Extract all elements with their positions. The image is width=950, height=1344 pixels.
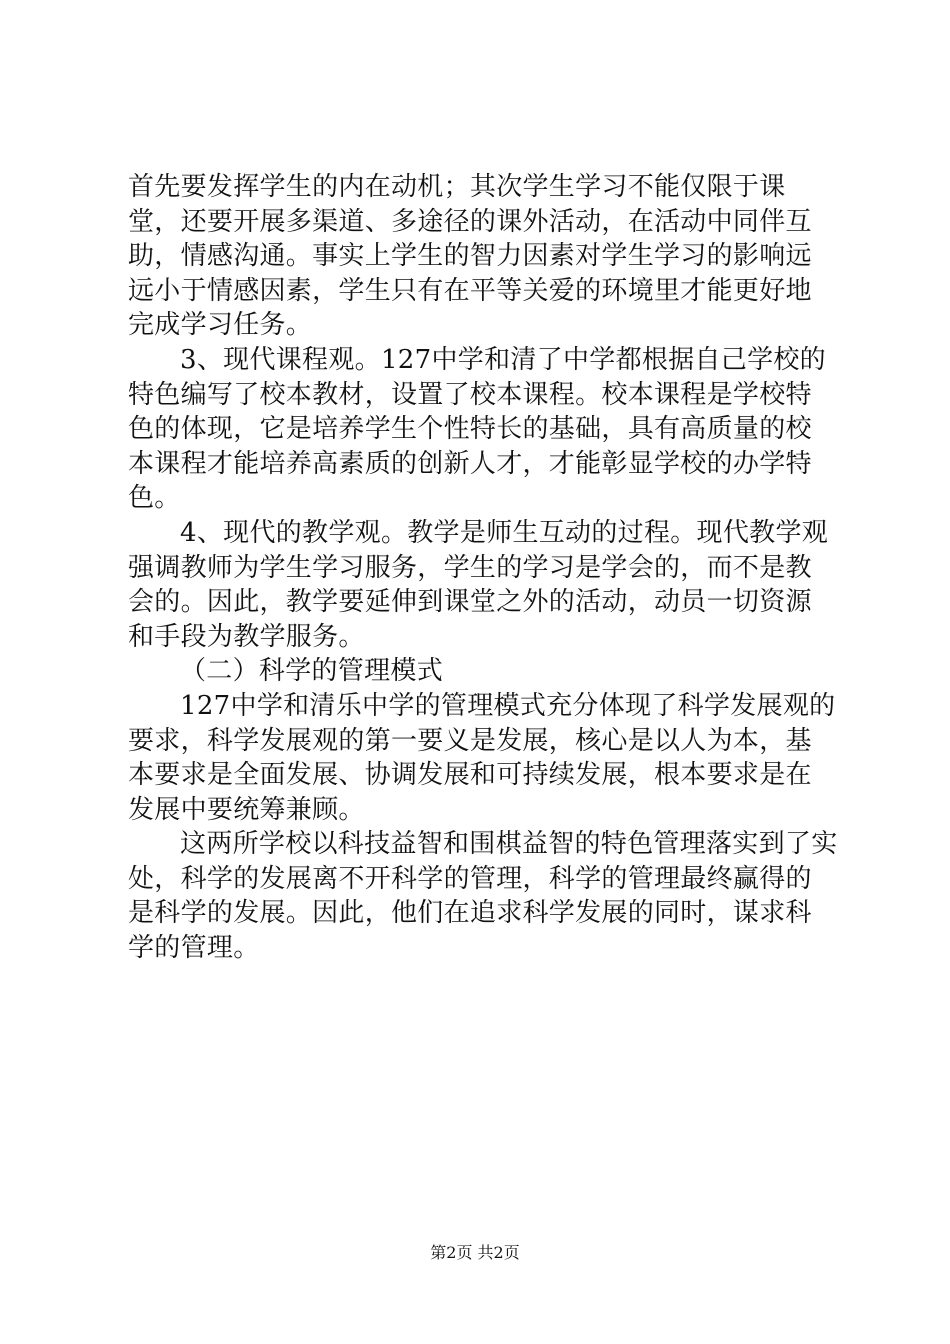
section-heading: （二）科学的管理模式: [180, 656, 444, 687]
paragraph-3: 4、现代的教学观。教学是师生互动的过程。现代教学观强调教师为学生学习服务，学生的学习是学会的，而不是教会的。因此，教学要延伸到课堂之外的活动，动员一切资源和手段为教学服务。: [128, 517, 829, 652]
paragraph-4: 127中学和清乐中学的管理模式充分体现了科学发展观的要求，科学发展观的第一要义是发展，核心是以人为本，基本要求是全面发展、协调发展和可持续发展，根本要求是在发展中要统筹兼顾。: [128, 690, 836, 825]
paragraph-5: 这两所学校以科技益智和围棋益智的特色管理落实到了实处，科学的发展离不开科学的管理，科学的管理最终赢得的是科学的发展。因此，他们在追求科学发展的同时，谋求科学的管理。: [128, 829, 838, 964]
paragraph-2: 3、现代课程观。127中学和清了中学都根据自己学校的特色编写了校本教材，设置了校本课程。校本课程是学校特色的体现，它是培养学生个性特长的基础，具有高质量的校本课程才能培养高素质的创新人才，才能彰显学校的办学特色。: [128, 344, 826, 514]
paragraph-1: 首先要发挥学生的内在动机；其次学生学习不能仅限于课堂，还要开展多渠道、多途径的课外活动，在活动中同伴互助，情感沟通。事实上学生的智力因素对学生学习的影响远远小于情感因素，学生只有在平等关爱的环境里才能更好地完成学习任务。: [128, 172, 812, 341]
document-body: [128, 170, 838, 966]
page-footer: 第2页 共2页: [430, 1243, 520, 1262]
